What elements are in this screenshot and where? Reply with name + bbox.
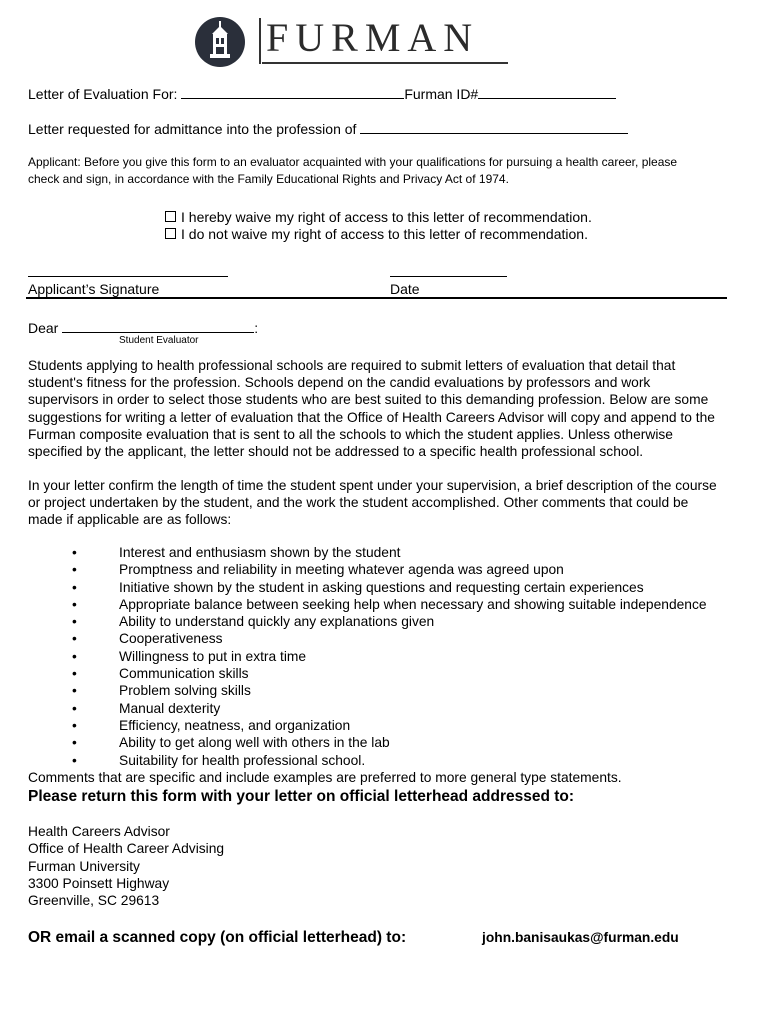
paragraph-line: Students applying to health professional schools are required to submit letters of evaluation that detail that <box>28 358 676 373</box>
not-waive-option[interactable] <box>165 226 588 242</box>
applicant-note-line: check and sign, in accordance with the Family Educational Rights and Privacy Act of 1974. <box>28 171 509 186</box>
mailing-address <box>28 823 224 909</box>
bullet: • <box>72 717 77 733</box>
return-heading: Please return this form with your letter on official letterhead addressed to: <box>28 788 575 805</box>
bullet: • <box>72 545 77 560</box>
list-item-text: Ability to understand quickly any explanations given <box>119 614 435 630</box>
list-item-text: Interest and enthusiasm shown by the student <box>119 545 401 560</box>
not-waive-option-label: I do not waive my right of access to this letter of recommendation. <box>181 226 588 242</box>
section-divider <box>26 297 727 299</box>
furman-id-field[interactable] <box>478 84 616 99</box>
bullet: • <box>72 666 77 682</box>
email-heading: OR email a scanned copy (on official letterhead) to: <box>28 929 407 946</box>
bullet: • <box>72 752 77 768</box>
instructions-paragraph <box>28 477 728 529</box>
waive-option[interactable] <box>165 209 592 225</box>
bullet: • <box>72 735 77 751</box>
bullet: • <box>72 631 77 647</box>
list-item-text: Cooperativeness <box>119 631 223 647</box>
student-evaluator-label: Student Evaluator <box>119 335 199 346</box>
eval-for-field[interactable] <box>181 84 404 99</box>
address-line: 3300 Poinsett Highway <box>28 875 170 891</box>
paragraph-line: Furman composite evaluation that is sent to all the schools to which the student applies. Unless otherwise <box>28 426 673 442</box>
profession-row <box>28 119 628 137</box>
paragraph-line: made if applicable are as follows: <box>28 512 232 528</box>
list-item-text: Promptness and reliability in meeting whatever agenda was agreed upon <box>119 562 564 578</box>
list-item-text: Manual dexterity <box>119 700 221 716</box>
list-item-text: Willingness to put in extra time <box>119 648 307 664</box>
waive-option-label: I hereby waive my right of access to this letter of recommendation. <box>181 209 592 225</box>
signature-label: Applicant’s Signature <box>28 281 160 297</box>
paragraph-line: suggestions for writing a letter of evaluation that the Office of Health Careers Advisor will copy and append to the <box>28 409 715 425</box>
paragraph-line: supervisors in order to select those students who are best suited to this demanding profession. Below are some <box>28 392 709 408</box>
applicant-note <box>28 154 677 187</box>
list-item-text: Suitability for health professional school. <box>119 752 366 768</box>
bullet: • <box>72 562 77 578</box>
header-divider <box>259 18 261 64</box>
paragraph-line: In your letter confirm the length of time the student spent under your supervision, a brief description of the course <box>28 478 717 493</box>
signature-field[interactable] <box>28 276 228 277</box>
header-underline <box>262 62 508 64</box>
address-line: Office of Health Career Advising <box>28 841 225 857</box>
bullet: • <box>72 614 77 630</box>
comments-note: Comments that are specific and include examples are preferred to more general type statements. <box>28 770 622 785</box>
list-item-text: Appropriate balance between seeking help when necessary and showing suitable independence <box>119 596 707 612</box>
paragraph-line: student's fitness for the profession. Schools depend on the candid evaluations by professors and work <box>28 375 651 391</box>
address-line: Greenville, SC 29613 <box>28 893 160 909</box>
applicant-note-line: Applicant: Before you give this form to an evaluator acquainted with your qualifications for pursuing a health career, please <box>28 155 678 169</box>
date-label: Date <box>390 281 420 297</box>
intro-paragraph <box>28 357 728 460</box>
waive-checkbox[interactable] <box>165 211 176 222</box>
list-item-text: Initiative shown by the student in asking questions and requesting certain experiences <box>119 579 644 595</box>
bullet: • <box>72 596 77 612</box>
bullet: • <box>72 700 77 716</box>
paragraph-line: or project undertaken by the student, and the work the student accomplished. Other comments that could be <box>28 495 689 511</box>
profession-label: Letter requested for admittance into the profession of <box>28 121 357 137</box>
list-item-text: Problem solving skills <box>119 683 251 699</box>
evaluator-name-field[interactable] <box>62 318 254 333</box>
profession-field[interactable] <box>360 119 628 134</box>
bullet: • <box>72 683 77 699</box>
address-line: Health Careers Advisor <box>28 824 170 839</box>
furman-seal-logo <box>194 16 246 68</box>
furman-wordmark: FURMAN <box>266 15 480 60</box>
dear-label: Dear <box>28 320 59 336</box>
date-field[interactable] <box>390 276 507 277</box>
eval-for-row <box>28 84 616 102</box>
list-item-text: Ability to get along well with others in the lab <box>119 735 390 751</box>
bullet: • <box>72 579 77 595</box>
email-link[interactable]: john.banisaukas@furman.edu <box>482 930 679 945</box>
list-item-text: Communication skills <box>119 666 249 682</box>
eval-for-label: Letter of Evaluation For: <box>28 86 178 102</box>
address-line: Furman University <box>28 858 140 874</box>
list-item-text: Efficiency, neatness, and organization <box>119 717 351 733</box>
not-waive-checkbox[interactable] <box>165 228 176 239</box>
dear-colon: : <box>254 320 259 336</box>
furman-id-label: Furman ID# <box>404 86 479 102</box>
paragraph-line: specified by the applicant, the letter should not be addressed to a specific health professional school. <box>28 444 644 460</box>
dear-row <box>28 318 258 336</box>
bullet: • <box>72 648 77 664</box>
